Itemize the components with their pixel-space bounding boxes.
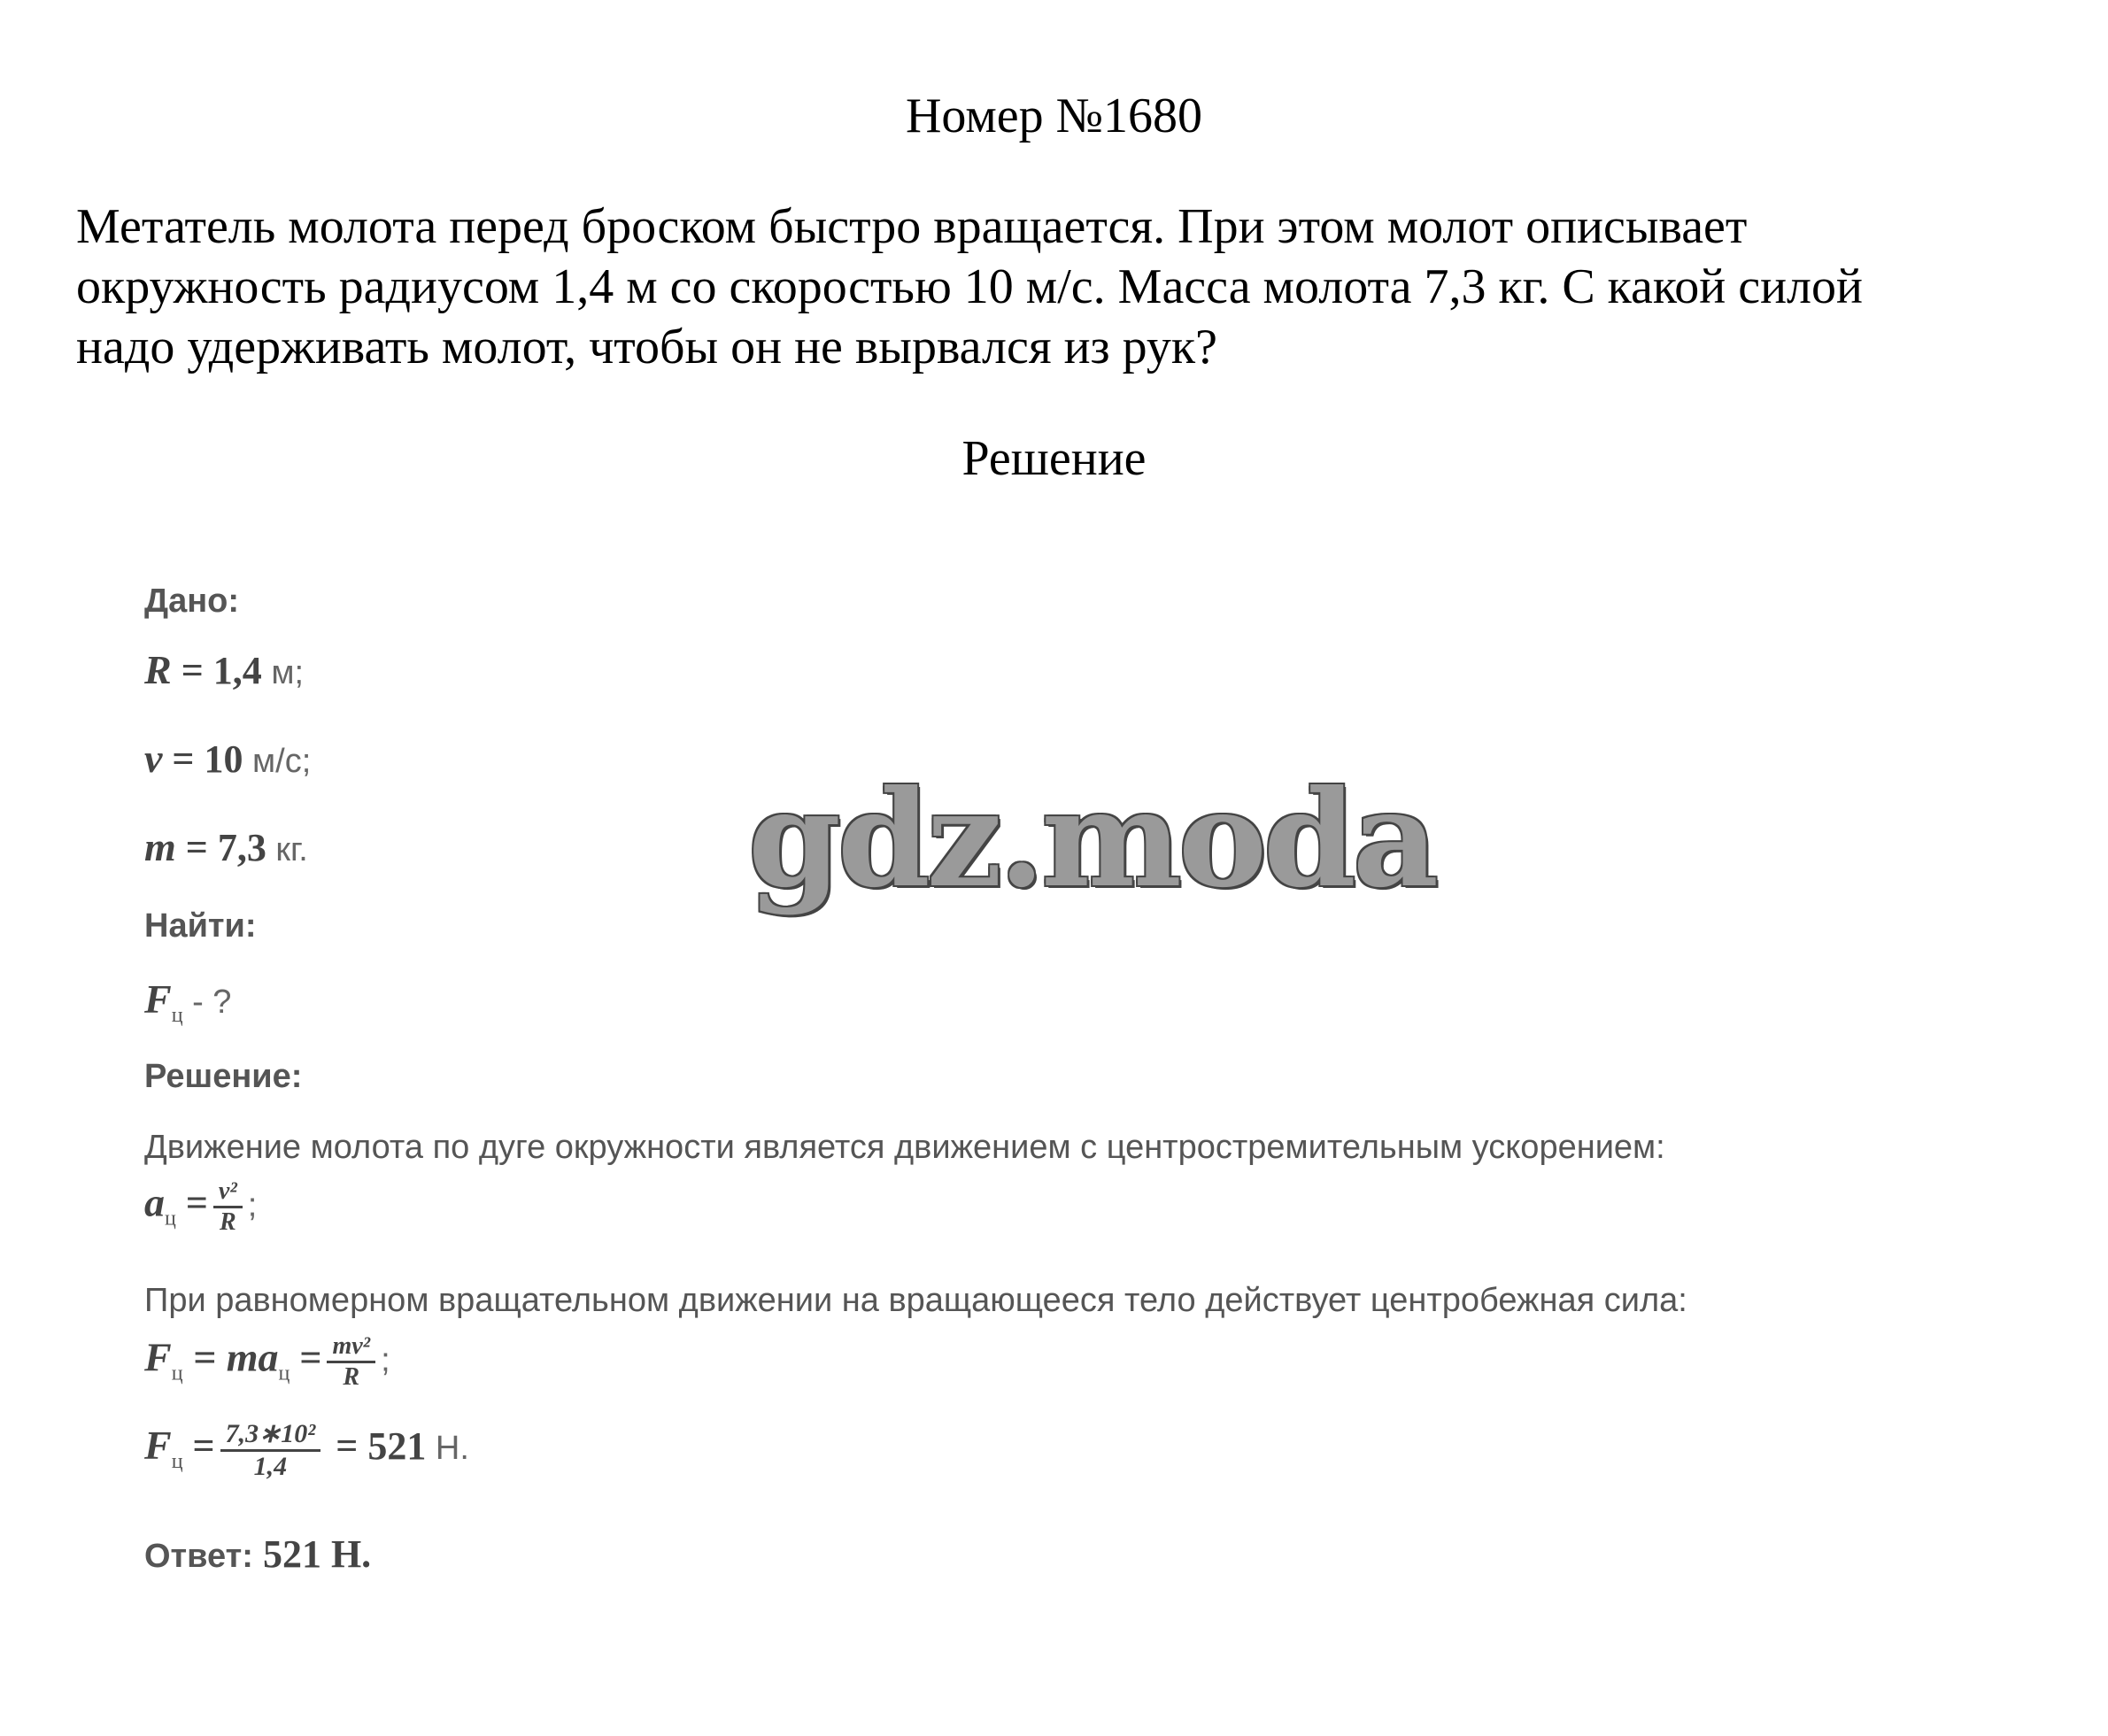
given-label: Дано: [144, 583, 240, 620]
page-title: Номер №1680 [905, 89, 1203, 143]
problem-line: надо удерживать молот, чтобы он не вырвался из рук? [76, 320, 1217, 374]
numerator: v² [213, 1177, 243, 1208]
denominator: 1,4 [253, 1452, 288, 1481]
find-label: Найти: [144, 907, 257, 945]
problem-line: Метатель молота перед броском быстро вращается. При этом молот описывает [76, 199, 1748, 254]
find-rest: - ? [182, 984, 232, 1021]
symbol: a [144, 1179, 165, 1225]
solution-text-1: Движение молота по дуге окружности является движением с центростремительным ускорением: [144, 1129, 1665, 1166]
subscript: ц [278, 1362, 290, 1385]
solution-heading: Решение [961, 431, 1147, 486]
symbol: R [144, 647, 172, 692]
fraction [327, 1332, 375, 1392]
value: = 7,3 [175, 826, 266, 869]
unit: м; [261, 654, 305, 691]
symbol: F [144, 1334, 172, 1380]
denominator: R [219, 1208, 236, 1236]
formula-end: ; [247, 1186, 258, 1224]
subscript: ц [171, 1362, 183, 1385]
mid-term: = ma [182, 1334, 279, 1380]
answer-value: 521 Н. [252, 1532, 372, 1576]
given-item-radius [144, 646, 304, 693]
answer [144, 1532, 371, 1577]
unit: Н. [426, 1430, 469, 1468]
denominator: R [343, 1363, 360, 1391]
fraction [213, 1177, 243, 1237]
given-item-mass [144, 823, 308, 870]
numerator: 7,3∗10² [220, 1418, 321, 1452]
formula-end: ; [381, 1341, 390, 1379]
solution-text-2: При равномерном вращательном движении на вращающееся тело действует центробежная сила: [144, 1282, 1687, 1319]
formula-result: $F_ц$ = $\frac{\text{7,3∗10²}}{1,4}$ = 521 Н. [144, 1419, 469, 1481]
subscript: ц [165, 1207, 176, 1231]
subscript: ц [171, 1450, 183, 1474]
watermark-logo: gdz.moda [748, 761, 1436, 917]
problem-line: окружность радиусом 1,4 м со скоростью 10 м/с. Масса молота 7,3 кг. С какой силой [76, 259, 1863, 314]
subscript: ц [171, 1004, 183, 1027]
unit: кг. [266, 831, 308, 868]
result-value: = 521 [326, 1424, 427, 1469]
unit: м/с; [243, 743, 312, 780]
symbol: m [144, 824, 176, 869]
formula-force: $F_ц = ma_ц$ = $\frac{\text{mv²}}{R}$ ; [144, 1332, 390, 1391]
solution-label: Решение: [144, 1058, 303, 1095]
given-item-velocity [144, 735, 311, 782]
fraction [220, 1418, 321, 1482]
symbol: v [144, 736, 163, 781]
formula-acceleration: $a_ц$ = $\frac{\text{v²}}{R}$ ; [144, 1177, 258, 1236]
symbol: F [144, 1423, 172, 1469]
answer-label: Ответ: [144, 1538, 253, 1575]
value: = 1,4 [171, 649, 262, 692]
value: = 10 [162, 737, 243, 781]
numerator: mv² [327, 1332, 375, 1363]
find-item [144, 976, 231, 1028]
problem-statement [76, 197, 2068, 377]
symbol: F [144, 976, 172, 1022]
